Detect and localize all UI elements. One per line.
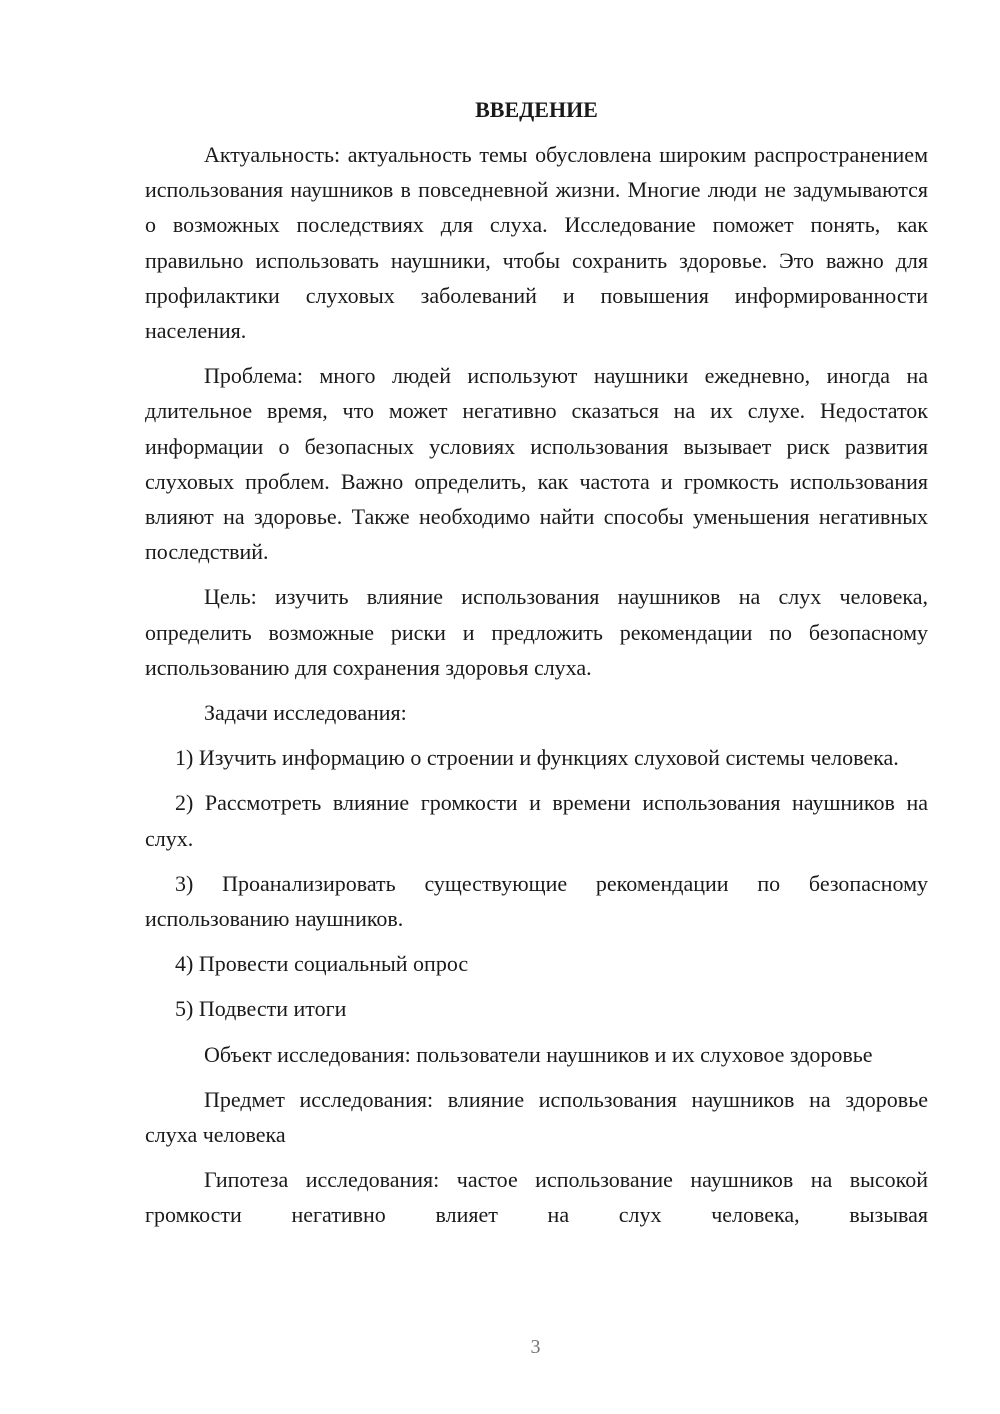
paragraph-relevance: Актуальность: актуальность темы обусловлена широким распространением использования наушников в повседневной жизни. Многие люди не задумываются о возможных последствиях для слуха. Исследование поможет понять, как правильно использовать наушники, чтобы сохранить здоровье. Это важно для профилактики слуховых заболеваний и повышения информированности населения.	[145, 142, 928, 344]
page-title: ВВЕДЕНИЕ	[475, 97, 598, 122]
page-number: 3	[530, 1336, 541, 1358]
task-item-1: 1) Изучить информацию о строении и функциях слуховой системы человека.	[175, 745, 899, 771]
task-item-5: 5) Подвести итоги	[175, 996, 347, 1022]
paragraph-tasks-intro: Задачи исследования:	[204, 700, 407, 726]
task-item-4: 4) Провести социальный опрос	[175, 951, 469, 977]
task-item-3: 3) Проанализировать существующие рекомендации по безопасному использованию наушников.	[145, 870, 928, 932]
paragraph-goal: Цель: изучить влияние использования наушников на слух человека, определить возможные риски и предложить рекомендации по безопасному использованию для сохранения здоровья слуха.	[145, 584, 928, 680]
paragraph-hypothesis: Гипотеза исследования: частое использование наушников на высокой громкости негативно влияет на слух человека, вызывая	[145, 1167, 928, 1228]
paragraph-subject: Предмет исследования: влияние использования наушников на здоровье слуха человека	[145, 1086, 928, 1148]
page-content	[145, 92, 928, 1243]
paragraph-problem: Проблема: много людей используют наушники ежедневно, иногда на длительное время, что может негативно сказаться на их слухе. Недостаток информации о безопасных условиях использования вызывает риск развития слуховых проблем. Важно определить, как частота и громкость использования влияют на здоровье. Также необходимо найти способы уменьшения негативных последствий.	[145, 363, 928, 565]
task-item-2: 2) Рассмотреть влияние громкости и времени использования наушников на слух.	[145, 790, 928, 851]
paragraph-object: Объект исследования: пользователи наушников и их слуховое здоровье	[204, 1041, 873, 1067]
